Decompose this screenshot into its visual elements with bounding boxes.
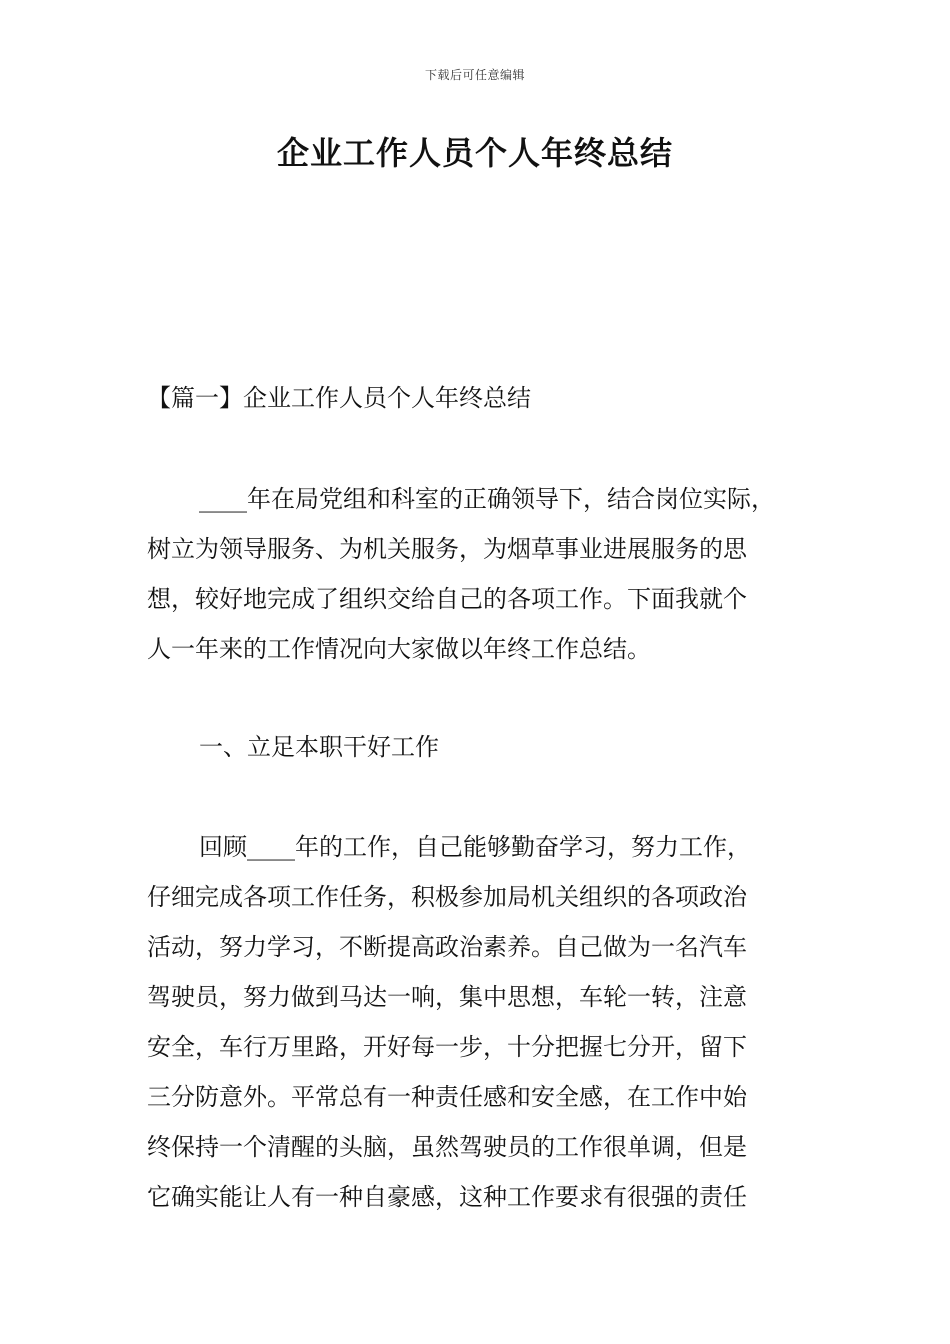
paragraph-intro <box>147 474 827 674</box>
paragraph-line: 人一年来的工作情况向大家做以年终工作总结。 <box>147 635 651 663</box>
subheading-text: 一、立足本职干好工作 <box>199 733 439 761</box>
paragraph-line: 安全，车行万里路，开好每一步，十分把握七分开，留下 <box>147 1033 747 1061</box>
paragraph-line: ____年在局党组和科室的正确领导下，结合岗位实际， <box>199 485 775 513</box>
paragraph-line: 回顾____年的工作，自己能够勤奋学习，努力工作， <box>199 833 751 861</box>
paragraph-line: 驾驶员，努力做到马达一响，集中思想，车轮一转，注意 <box>147 983 747 1011</box>
paragraph-line: 仔细完成各项工作任务，积极参加局机关组织的各项政治 <box>147 883 747 911</box>
subheading <box>147 722 827 772</box>
paragraph-line: 想，较好地完成了组织交给自己的各项工作。下面我就个 <box>147 585 747 613</box>
paragraph-line: 三分防意外。平常总有一种责任感和安全感，在工作中始 <box>147 1083 747 1111</box>
document-title: 企业工作人员个人年终总结 <box>276 134 673 172</box>
section-heading: 【篇一】企业工作人员个人年终总结 <box>147 384 531 412</box>
paragraph-line: 树立为领导服务、为机关服务，为烟草事业进展服务的思 <box>147 535 747 563</box>
paragraph-line: 它确实能让人有一种自豪感，这种工作要求有很强的责任 <box>147 1183 747 1211</box>
paragraph-line: 活动，努力学习，不断提高政治素养。自己做为一名汽车 <box>147 933 747 961</box>
header-note: 下载后可任意编辑 <box>424 68 525 82</box>
paragraph-line: 终保持一个清醒的头脑，虽然驾驶员的工作很单调，但是 <box>147 1133 747 1161</box>
paragraph-review <box>147 822 827 1222</box>
